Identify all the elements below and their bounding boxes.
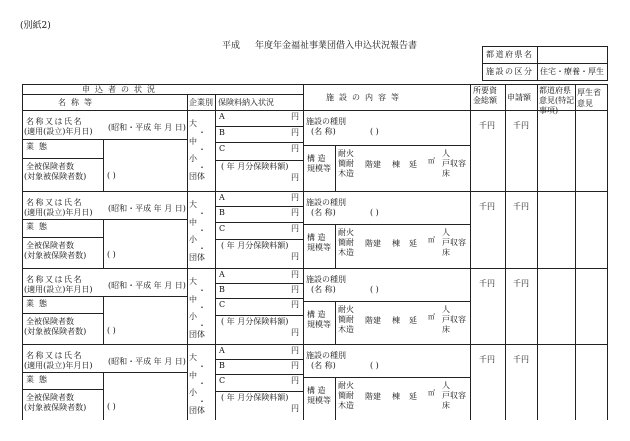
block-2-date-paren: (昭和・平成 年 月 日) <box>108 204 186 213</box>
block-4-business-label: 業態 <box>26 374 52 384</box>
block-3-business-label: 業態 <box>26 298 52 308</box>
block-3-top-border <box>22 268 608 269</box>
block-2-sqm: ㎡ <box>428 236 435 245</box>
block-2-top-border <box>22 191 608 192</box>
block-4-company-type-line: 中 <box>189 370 197 380</box>
block-3-ins-c-paren: ( 年 月分保険料額) <box>221 317 289 327</box>
block-4-top-border <box>22 344 608 345</box>
block-1-business-label: 業態 <box>26 142 52 152</box>
block-3-company-type <box>189 278 215 340</box>
block-1-fireproof-class <box>338 149 354 179</box>
block-3-ins-b-divider <box>215 298 303 299</box>
header-mhw-opinion: 厚生省意見 <box>577 88 601 108</box>
block-2-capacity-line: 人 <box>442 228 450 238</box>
block-3-fac-type-paren: ( ) <box>370 285 379 294</box>
block-1-ins-a: A <box>219 112 225 121</box>
block-1-name-line2: (適用(設立)年月日) <box>24 127 93 136</box>
block-1-structure-line2: 規模等 <box>307 163 331 173</box>
block-2-company-type-line: 小 <box>189 235 197 245</box>
block-3-capacity-line: 床 <box>442 324 450 334</box>
block-1-facility-divider <box>303 145 470 146</box>
block-4-total-cost-unit: 千円 <box>479 355 495 364</box>
block-4-floors: 階建 <box>365 391 381 401</box>
block-4-insured-line2: (対象被保険者数) <box>24 402 87 412</box>
block-3-facility-divider <box>303 301 470 302</box>
block-1-capacity <box>442 149 466 179</box>
block-4-name-line1: 名称又は氏名 <box>26 351 83 360</box>
block-2-capacity-line: 戸収容 <box>442 238 466 248</box>
block-2-ins-a-divider <box>215 206 303 207</box>
block-3-fireproof-class <box>338 305 354 335</box>
col-pref-opinion-left <box>537 84 538 420</box>
block-4-name-divider <box>22 372 187 373</box>
block-1-company-type-line: 小 <box>189 154 197 164</box>
facility-class-label: 施設の区分 <box>486 67 534 76</box>
block-1-fac-type-line1: 施設の種別 <box>306 117 346 126</box>
table-right-border <box>607 84 608 420</box>
block-2-structure-line2: 規模等 <box>307 243 331 253</box>
block-3-buildings: 棟 <box>392 315 400 325</box>
block-2-fireproof-line: 耐火 <box>338 228 354 238</box>
block-1-insured-paren: ( ) <box>107 170 116 180</box>
block-2-structure-col-divider <box>335 224 336 268</box>
block-4-insured-line1: 全被保険者数 <box>26 392 74 402</box>
block-3-company-type-line: 中 <box>189 294 197 304</box>
block-3-company-type-line: 団体 <box>189 329 205 339</box>
block-2-name-line1: 名称又は氏名 <box>26 198 83 207</box>
block-4-ins-b-divider <box>215 374 303 375</box>
block-3-company-type-line: 大 <box>189 277 197 286</box>
block-3-floors: 階建 <box>365 315 381 325</box>
block-1-company-type-line: 大 <box>189 119 197 128</box>
block-1-capacity-line: 人 <box>442 148 450 158</box>
col-company-left <box>187 94 188 420</box>
block-4-fac-type-line2: (名 称) <box>311 361 336 370</box>
block-2-company-type-line: ・ <box>198 226 206 236</box>
title-era: 平成 <box>222 41 241 51</box>
col-facility-left <box>303 84 304 420</box>
block-2-name-line2: (適用(設立)年月日) <box>24 208 93 217</box>
block-3-date-paren: (昭和・平成 年 月 日) <box>108 281 186 290</box>
block-2-capacity <box>442 228 466 258</box>
block-4-company-type-line: 大 <box>189 353 197 362</box>
pref-box-divider <box>537 46 538 80</box>
block-1-company-type-line: ・ <box>198 145 206 155</box>
block-2-fireproof-line: 簡耐 <box>338 238 354 248</box>
block-2-insured-line1: 全被保険者数 <box>26 240 74 250</box>
block-2-structure-line1: 構 造 <box>307 233 326 243</box>
block-2-fac-type-line1: 施設の種別 <box>306 198 346 207</box>
block-1-buildings: 棟 <box>392 159 400 169</box>
block-2-fac-type-paren: ( ) <box>370 208 379 217</box>
block-1-ins-a-yen: 円 <box>291 112 299 121</box>
block-2-company-type-line: ・ <box>198 208 206 218</box>
block-1-name-divider <box>22 139 187 140</box>
block-1-insured-line2: (対象被保険者数) <box>24 171 87 181</box>
header-divider <box>22 94 303 95</box>
block-4-insured-paren: ( ) <box>107 401 116 411</box>
block-2-name-divider <box>22 219 187 220</box>
block-4-fac-type-paren: ( ) <box>370 361 379 370</box>
block-1-ins-b: B <box>219 128 225 138</box>
block-4-company-type-line: ・ <box>198 379 206 389</box>
block-2-total-cost-unit: 千円 <box>479 202 495 211</box>
block-1-total-cost-unit: 千円 <box>479 121 495 130</box>
block-3-ins-b-yen: 円 <box>291 285 299 295</box>
block-3-insured-paren: ( ) <box>107 325 116 335</box>
block-1-fac-type-line2: (名 称) <box>311 127 336 136</box>
block-2-ins-c-divider <box>215 239 303 240</box>
block-2-ins-b: B <box>219 208 225 218</box>
block-4-capacity <box>442 381 466 411</box>
table-left-border <box>22 84 23 420</box>
block-2-company-type-line: ・ <box>198 243 206 253</box>
header-pref-opinion: 都道府県意見(特記事項) <box>539 86 575 115</box>
block-4-company-type-line: 小 <box>189 388 197 398</box>
col-mhw-opinion-left <box>575 84 576 420</box>
block-4-ins-a: A <box>219 346 225 355</box>
block-3-company-type-line: ・ <box>198 320 206 330</box>
block-3-fireproof-line: 耐火 <box>338 304 354 314</box>
header-company-type: 企業別 <box>189 98 213 107</box>
pref-box-left <box>482 46 483 80</box>
block-2-ins-a-yen: 円 <box>291 193 299 202</box>
block-2-ins-c-paren: ( 年 月分保険料額) <box>221 240 289 250</box>
block-2-fireproof-line: 木造 <box>338 248 354 258</box>
block-3-ins-c: C <box>219 300 226 310</box>
block-1-fireproof-line: 簡耐 <box>338 158 354 168</box>
block-3-ins-a-divider <box>215 283 303 284</box>
block-3-sqm: ㎡ <box>428 312 435 321</box>
header-total-cost: 所要資金総額 <box>473 86 497 105</box>
block-2-company-type-line: 中 <box>189 217 197 227</box>
block-1-company-type-line: 団体 <box>189 171 205 181</box>
block-1-biz-col-divider <box>103 139 104 191</box>
facility-class-value: 住宅・療養・厚生 <box>540 67 604 76</box>
block-4-ins-c-divider <box>215 391 303 392</box>
block-4-ins-a-yen: 円 <box>291 346 299 355</box>
block-4-fireproof-line: 簡耐 <box>338 390 354 400</box>
block-3-ins-c-divider <box>215 315 303 316</box>
block-3-structure-col-divider <box>335 301 336 344</box>
block-3-company-type-line: 小 <box>189 312 197 322</box>
block-4-fireproof-class <box>338 381 354 411</box>
pref-box-right <box>607 46 608 80</box>
block-3-ins-a-yen: 円 <box>291 270 299 279</box>
block-2-ins-c-yen: 円 <box>291 223 299 233</box>
block-2-ins-c: C <box>219 223 226 233</box>
block-3-structure-line1: 構 造 <box>307 309 326 319</box>
header-name: 名称等 <box>58 98 97 107</box>
block-4-buildings: 棟 <box>392 391 400 401</box>
block-2-floors: 階建 <box>365 239 381 249</box>
block-1-fac-type-paren: ( ) <box>370 127 379 136</box>
block-4-application-unit: 千円 <box>513 355 529 364</box>
block-3-fac-type-line1: 施設の種別 <box>306 275 346 284</box>
block-1-name-line1: 名称又は氏名 <box>26 117 83 126</box>
block-4-ins-b-yen: 円 <box>291 361 299 371</box>
block-4-capacity-line: 戸収容 <box>442 390 466 400</box>
block-3-ins-a: A <box>219 270 225 279</box>
block-4-ins-c-yen: 円 <box>291 376 299 386</box>
block-3-ins-c-yen: 円 <box>291 300 299 310</box>
block-1-ins-c: C <box>219 144 226 154</box>
block-3-business-divider <box>22 313 103 314</box>
block-4-ins-c: C <box>219 376 226 386</box>
block-2-floor-area: 延 <box>409 239 417 249</box>
block-4-facility-divider <box>303 377 470 378</box>
block-1-ins-a-divider <box>215 126 303 127</box>
block-1-floor-area: 延 <box>409 159 417 169</box>
block-4-name-line2: (適用(設立)年月日) <box>24 361 93 370</box>
block-2-capacity-line: 床 <box>442 248 450 258</box>
block-3-name-line2: (適用(設立)年月日) <box>24 285 93 294</box>
block-4-company-type-line: 団体 <box>189 405 205 415</box>
block-1-capacity-line: 戸収容 <box>442 158 466 168</box>
pref-box-top <box>482 46 608 47</box>
block-2-company-type-line: 大 <box>189 200 197 209</box>
block-3-fac-type-line2: (名 称) <box>311 285 336 294</box>
block-1-structure-col-divider <box>335 145 336 191</box>
block-4-ins-a-divider <box>215 359 303 360</box>
block-1-company-type <box>189 120 215 182</box>
col-total-left <box>470 84 471 420</box>
block-1-structure-line1: 構 造 <box>307 153 326 163</box>
block-1-company-type-line: ・ <box>198 127 206 137</box>
form-id-label: (別紙2) <box>20 21 51 31</box>
block-2-ins-b-yen: 円 <box>291 208 299 218</box>
block-2-business-label: 業態 <box>26 222 52 231</box>
block-4-company-type-line: ・ <box>198 396 206 406</box>
block-1-fireproof-line: 耐火 <box>338 148 354 158</box>
block-1-sqm: ㎡ <box>428 156 435 165</box>
block-4-fireproof-line: 耐火 <box>338 380 354 390</box>
block-4-ins-b: B <box>219 361 225 371</box>
block-4-date-paren: (昭和・平成 年 月 日) <box>108 357 186 366</box>
block-3-fireproof-line: 簡耐 <box>338 314 354 324</box>
header-applicant-status: 申込者の状況 <box>82 85 160 94</box>
block-3-application-unit: 千円 <box>513 279 529 288</box>
block-1-ins-c-yen: 円 <box>291 144 299 154</box>
block-2-ins-b-divider <box>215 222 303 223</box>
block-1-company-type-line: ・ <box>198 162 206 172</box>
block-4-structure-col-divider <box>335 377 336 420</box>
block-2-ins-a: A <box>219 193 225 202</box>
block-4-structure-line1: 構 造 <box>307 385 326 395</box>
block-3-fireproof-line: 木造 <box>338 324 354 334</box>
block-3-ins-b: B <box>219 285 225 295</box>
block-4-structure-line2: 規模等 <box>307 395 331 405</box>
block-4-company-type-line: ・ <box>198 361 206 371</box>
block-3-capacity-line: 人 <box>442 304 450 314</box>
header-insurance: 保険料納入状況 <box>218 98 274 107</box>
block-3-insured-line2: (対象被保険者数) <box>24 326 87 336</box>
block-4-fireproof-line: 木造 <box>338 400 354 410</box>
block-2-insured-line2: (対象被保険者数) <box>24 250 87 260</box>
block-4-business-divider <box>22 389 103 390</box>
block-3-name-divider <box>22 296 187 297</box>
block-2-company-type-line: 団体 <box>189 252 205 262</box>
block-1-ins-b-yen: 円 <box>291 128 299 138</box>
block-1-application-unit: 千円 <box>513 121 529 130</box>
block-1-insured-line1: 全被保険者数 <box>26 161 74 171</box>
block-4-ins-c-paren-yen: 円 <box>291 404 299 414</box>
header-application-amount: 申請額 <box>507 93 531 102</box>
col-apply-left <box>505 84 506 420</box>
block-1-business-divider <box>22 158 103 159</box>
block-3-total-cost-unit: 千円 <box>479 279 495 288</box>
block-2-fireproof-class <box>338 228 354 258</box>
block-1-date-paren: (昭和・平成 年 月 日) <box>108 123 186 132</box>
block-3-ins-c-paren-yen: 円 <box>291 328 299 338</box>
block-1-floors: 階建 <box>365 159 381 169</box>
block-4-biz-col-divider <box>103 372 104 420</box>
block-3-floor-area: 延 <box>409 315 417 325</box>
block-3-capacity <box>442 305 466 335</box>
block-2-facility-divider <box>303 224 470 225</box>
block-3-company-type-line: ・ <box>198 285 206 295</box>
block-1-company-type-line: 中 <box>189 136 197 146</box>
block-2-fac-type-line2: (名 称) <box>311 208 336 217</box>
block-1-ins-c-paren-yen: 円 <box>291 173 299 183</box>
block-2-buildings: 棟 <box>392 239 400 249</box>
block-1-fireproof-line: 木造 <box>338 168 354 178</box>
pref-box-bottom <box>482 80 608 81</box>
report-title: 年度年金福祉事業団借入申込状況報告書 <box>255 41 418 51</box>
block-2-application-unit: 千円 <box>513 202 529 211</box>
block-3-biz-col-divider <box>103 296 104 344</box>
block-4-capacity-line: 人 <box>442 380 450 390</box>
block-4-floor-area: 延 <box>409 391 417 401</box>
block-2-insured-paren: ( ) <box>107 249 116 259</box>
block-4-fac-type-line1: 施設の種別 <box>306 351 346 360</box>
block-3-name-line1: 名称又は氏名 <box>26 275 83 284</box>
block-1-ins-b-divider <box>215 142 303 143</box>
block-4-ins-c-paren: ( 年 月分保険料額) <box>221 393 289 403</box>
block-3-company-type-line: ・ <box>198 303 206 313</box>
block-3-insured-line1: 全被保険者数 <box>26 316 74 326</box>
pref-box-mid <box>482 63 608 64</box>
block-1-capacity-line: 床 <box>442 168 450 178</box>
header-bottom-border <box>22 110 608 111</box>
block-3-structure-line2: 規模等 <box>307 319 331 329</box>
pref-label: 都道府県名 <box>486 50 534 59</box>
block-2-business-divider <box>22 237 103 238</box>
block-2-ins-c-paren-yen: 円 <box>291 251 299 261</box>
block-4-capacity-line: 床 <box>442 400 450 410</box>
block-3-capacity-line: 戸収容 <box>442 314 466 324</box>
header-facility-contents: 施設の内容等 <box>326 93 404 102</box>
block-4-company-type <box>189 354 215 416</box>
block-2-company-type <box>189 201 215 263</box>
block-1-ins-c-paren: ( 年 月分保険料額) <box>221 162 289 172</box>
block-2-biz-col-divider <box>103 219 104 268</box>
block-4-sqm: ㎡ <box>428 388 435 397</box>
